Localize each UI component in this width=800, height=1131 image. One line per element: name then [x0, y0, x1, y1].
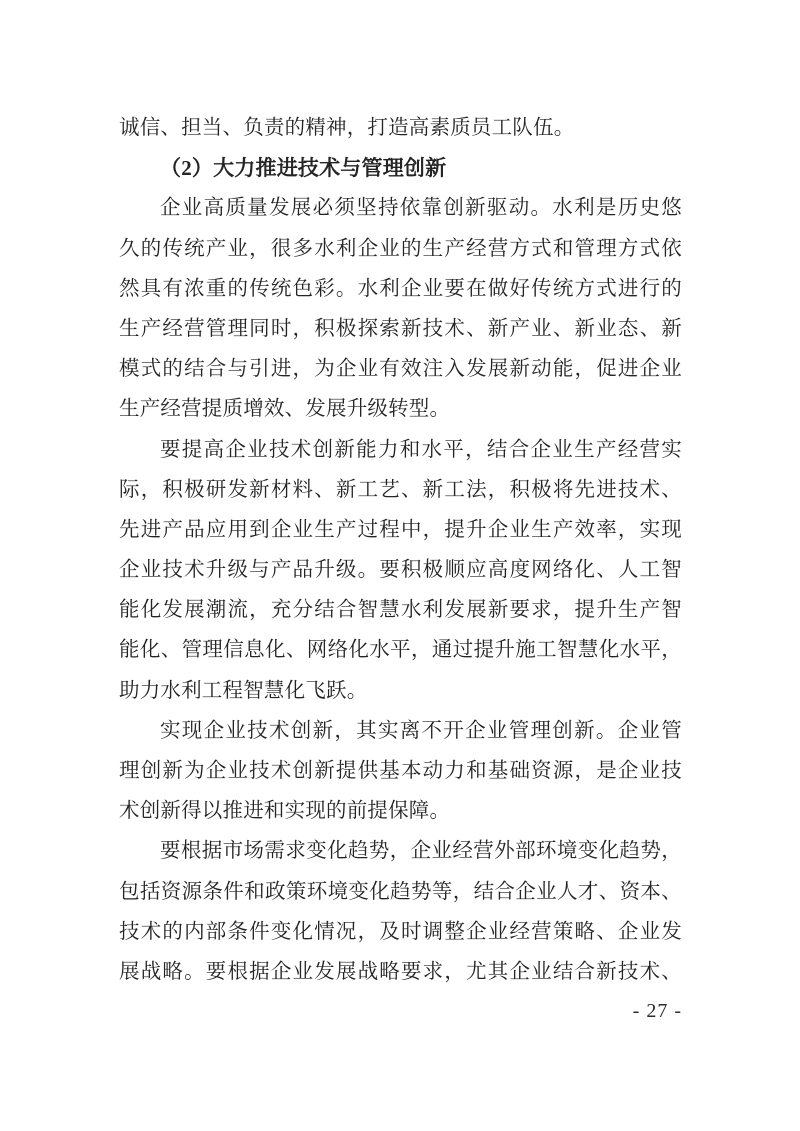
page-number: - 27 -: [632, 1000, 682, 1022]
text-line: 要根据市场需求变化趋势，企业经营外部环境变化趋势，: [160, 840, 682, 863]
text-line: 术创新得以推进和实现的前提保障。: [119, 800, 451, 823]
text-line: 然具有浓重的传统色彩。水利企业要在做好传统方式进行的: [119, 277, 682, 300]
text-line: 能化发展潮流，充分结合智慧水利发展新要求，提升生产智: [119, 599, 682, 622]
text-line: 生产经营管理同时，积极探索新技术、新产业、新业态、新: [119, 317, 682, 340]
document-body: [119, 108, 682, 992]
text-line: 诚信、担当、负责的精神，打造高素质员工队伍。: [119, 117, 575, 139]
text-line: 实现企业技术创新，其实离不开企业管理创新。企业管: [160, 719, 682, 742]
text-line: 展战略。要根据企业发展战略要求，尤其企业结合新技术、: [119, 960, 682, 983]
text-line: 模式的结合与引进，为企业有效注入发展新动能，促进企业: [119, 358, 682, 381]
text-line: 能化、管理信息化、网络化水平，通过提升施工智慧化水平，: [119, 639, 682, 662]
text-line: 久的传统产业，很多水利企业的生产经营方式和管理方式依: [119, 237, 682, 260]
text-line: 技术的内部条件变化情况，及时调整企业经营策略、企业发: [119, 920, 682, 943]
text-line: 企业技术升级与产品升级。要积极顺应高度网络化、人工智: [119, 559, 682, 582]
text-line: 生产经营提质增效、发展升级转型。: [119, 398, 451, 421]
text-line: 助力水利工程智慧化飞跃。: [119, 679, 368, 702]
text-line: 先进产品应用到企业生产过程中，提升企业生产效率，实现: [119, 518, 682, 541]
section-heading: （2）大力推进技术与管理创新: [160, 156, 447, 181]
text-line: 企业高质量发展必须坚持依靠创新驱动。水利是历史悠: [160, 197, 682, 220]
text-line: 际，积极研发新材料、新工艺、新工法，积极将先进技术、: [119, 478, 682, 501]
text-line: 包括资源条件和政策环境变化趋势等，结合企业人才、资本、: [119, 880, 682, 903]
text-line: 理创新为企业技术创新提供基本动力和基础资源，是企业技: [119, 760, 682, 782]
text-line: 要提高企业技术创新能力和水平，结合企业生产经营实: [160, 438, 682, 461]
